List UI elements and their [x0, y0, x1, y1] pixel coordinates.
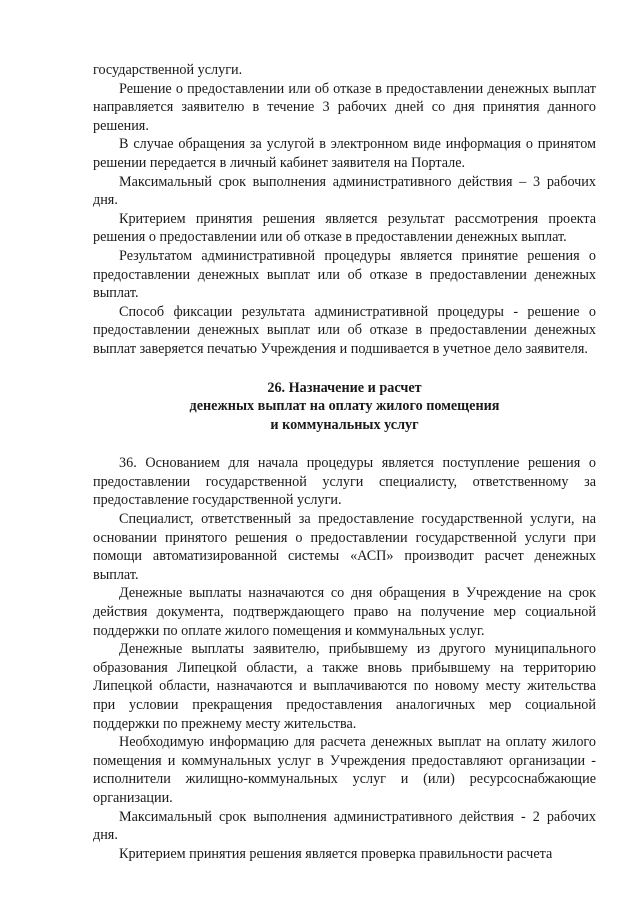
section-heading-line-2: денежных выплат на оплату жилого помещения: [189, 398, 500, 415]
paragraph-continuation: государственной услуги.: [93, 62, 243, 78]
paragraph-calculation-criterion: Критерием принятия решения является проверка правильности расчета: [119, 845, 553, 862]
paragraph-item-36: 36. Основанием для начала процедуры является поступление решения о предоставлении государственной услуги специалисту, ответственному за предоставление государственной услуги.: [93, 455, 596, 509]
paragraph-decision-sent: Решение о предоставлении или об отказе в предоставлении денежных выплат направляется заявителю в течение 3 рабочих дней со дня принятия данного решения.: [93, 80, 596, 134]
paragraph-max-term: Максимальный срок выполнения административного действия – 3 рабочих дня.: [93, 173, 596, 209]
paragraph-electronic-request: В случае обращения за услугой в электронном виде информация о принятом решении передается в личный кабинет заявителя на Портале.: [93, 136, 596, 171]
paragraph-specialist-calculation: Специалист, ответственный за предоставление государственной услуги, на основании принятого решения о предоставлении государственной услуги при помощи автоматизированной системы «АСП» производит расчет денежных выплат.: [93, 511, 596, 583]
paragraph-fixation-method: Способ фиксации результата административной процедуры - решение о предоставлении денежных выплат или об отказе в предоставлении денежных выплат заверяется печатью Учреждения и подшивается в учетное дело заявителя.: [93, 303, 596, 357]
paragraph-decision-criterion: Критерием принятия решения является результат рассмотрения проекта решения о предоставлении или об отказе в предоставлении денежных выплат.: [93, 210, 596, 246]
paragraph-procedure-result: Результатом административной процедуры является принятие решения о предоставлении денежных выплат или об отказе в предоставлении денежных выплат.: [93, 247, 596, 302]
paragraph-relocated-applicant: Денежные выплаты заявителю, прибывшему из другого муниципального образования Липецкой области, а также вновь прибывшему на территорию Липецкой области, назначаются и выплачиваются по новому месту жительства при условии прекращения предоставления аналогичных мер социальной поддержки по прежнему месту жительства.: [93, 641, 596, 732]
paragraph-required-information: Необходимую информацию для расчета денежных выплат на оплату жилого помещения и коммунальных услуг в Учреждения предоставляют организации - исполнители жилищно-коммунальных услуг и (или) ресурсоснабжающие организации.: [93, 734, 596, 806]
section-heading-line-3: и коммунальных услуг: [270, 416, 419, 433]
document-page: [93, 61, 596, 863]
paragraph-max-term-2: Максимальный срок выполнения административного действия - 2 рабочих дня.: [93, 808, 596, 844]
section-heading: [93, 379, 596, 435]
paragraph-payment-period: Денежные выплаты назначаются со дня обращения в Учреждение на срок действия документа, подтверждающего право на получение мер социальной поддержки по оплате жилого помещения и коммунальных услуг.: [93, 585, 596, 639]
section-heading-line-1: 26. Назначение и расчет: [267, 379, 422, 396]
